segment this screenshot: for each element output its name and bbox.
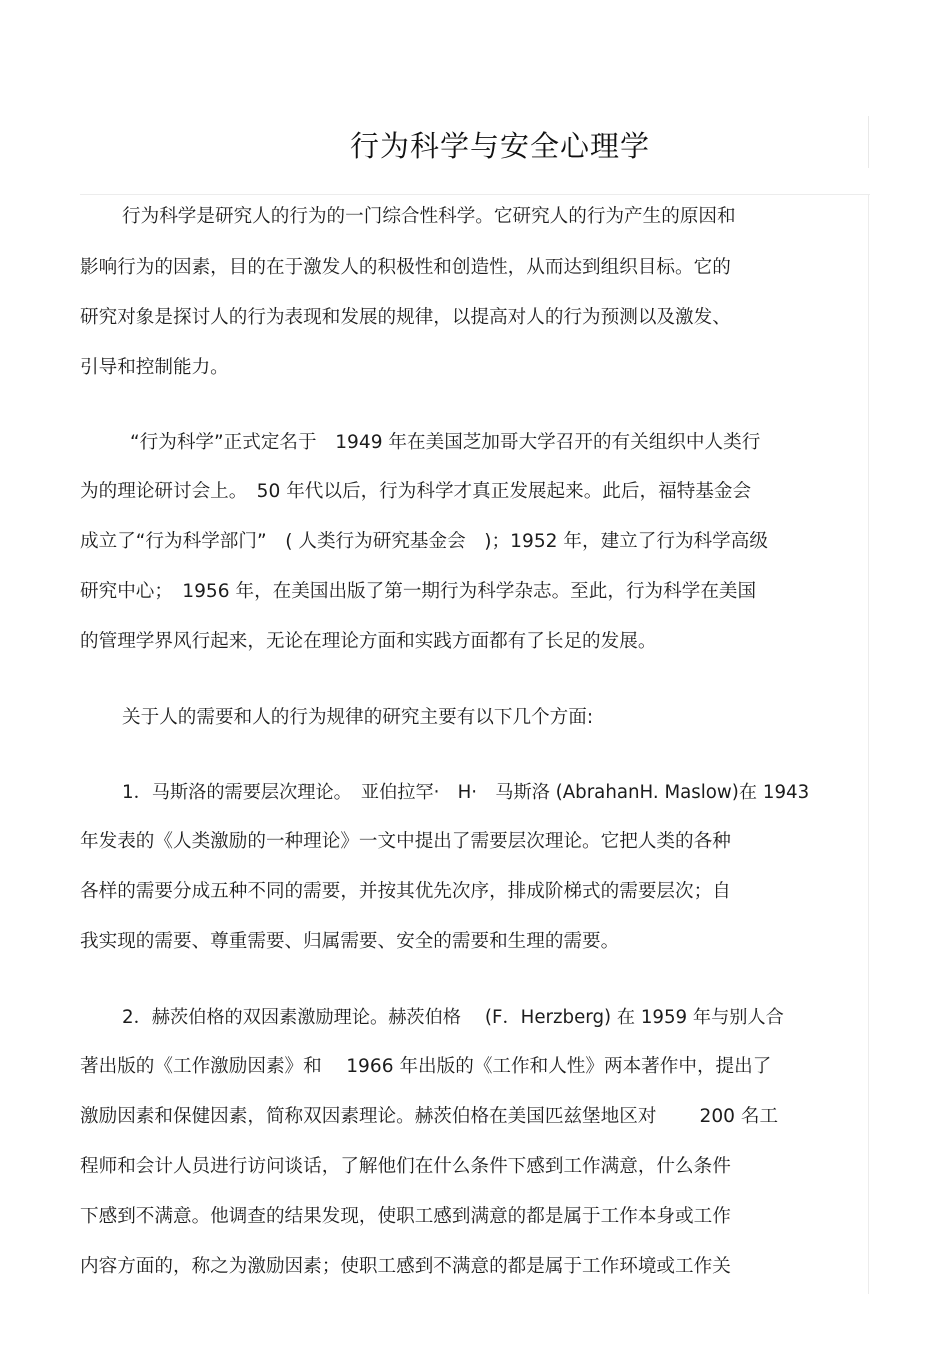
text-line: 1．马斯洛的需要层次理论。 亚伯拉罕· H· 马斯洛 (AbrahanH. Maslow)在 1943: [122, 782, 810, 803]
text-line: 各样的需要分成五种不同的需要，并按其优先次序，排成阶梯式的需要层次；自: [80, 881, 731, 902]
text-line: 我实现的需要、尊重需要、归属需要、安全的需要和生理的需要。: [80, 931, 620, 952]
text-line: 下感到不满意。他调查的结果发现，使职工感到满意的都是属于工作本身或工作: [80, 1206, 731, 1227]
text-line: 程师和会计人员进行访问谈话，了解他们在什么条件下感到工作满意，什么条件: [80, 1156, 731, 1177]
content-top-rule: [80, 194, 870, 195]
text-line: 的管理学界风行起来，无论在理论方面和实践方面都有了长足的发展。: [80, 631, 657, 652]
text-line: 内容方面的，称之为激励因素；使职工感到不满意的都是属于工作环境或工作关: [80, 1256, 731, 1277]
text-line: 2．赫茨伯格的双因素激励理论。赫茨伯格 (F．Herzberg) 在 1959 年与别人合: [122, 1007, 784, 1028]
text-line: 引导和控制能力。: [80, 357, 229, 378]
text-line: 关于人的需要和人的行为规律的研究主要有以下几个方面:: [122, 707, 594, 728]
text-line: 为的理论研讨会上。 50 年代以后，行为科学才真正发展起来。此后，福特基金会: [80, 481, 752, 502]
text-line: 激励因素和保健因素，简称双因素理论。赫茨伯格在美国匹兹堡地区对 200 名工: [80, 1106, 779, 1127]
text-line: 研究对象是探讨人的行为表现和发展的规律，以提高对人的行为预测以及激发、: [80, 307, 731, 328]
text-line: “行为科学”正式定名于 1949 年在美国芝加哥大学召开的有关组织中人类行: [130, 432, 761, 453]
page-title: 行为科学与安全心理学: [349, 129, 650, 163]
text-line: 影响行为的因素，目的在于激发人的积极性和创造性，从而达到组织目标。它的: [80, 257, 731, 278]
text-line: 研究中心； 1956 年，在美国出版了第一期行为科学杂志。至此，行为科学在美国: [80, 581, 757, 602]
text-line: 成立了“行为科学部门” ( 人类行为研究基金会 )；1952 年，建立了行为科学高级: [80, 531, 768, 552]
text-line: 年发表的《人类激励的一种理论》一文中提出了需要层次理论。它把人类的各种: [80, 831, 731, 852]
text-line: 著出版的《工作激励因素》和 1966 年出版的《工作和人性》两本著作中，提出了: [80, 1056, 772, 1077]
text-line: 行为科学是研究人的行为的一门综合性科学。它研究人的行为产生的原因和: [122, 206, 736, 227]
content-right-rule: [868, 194, 869, 1294]
